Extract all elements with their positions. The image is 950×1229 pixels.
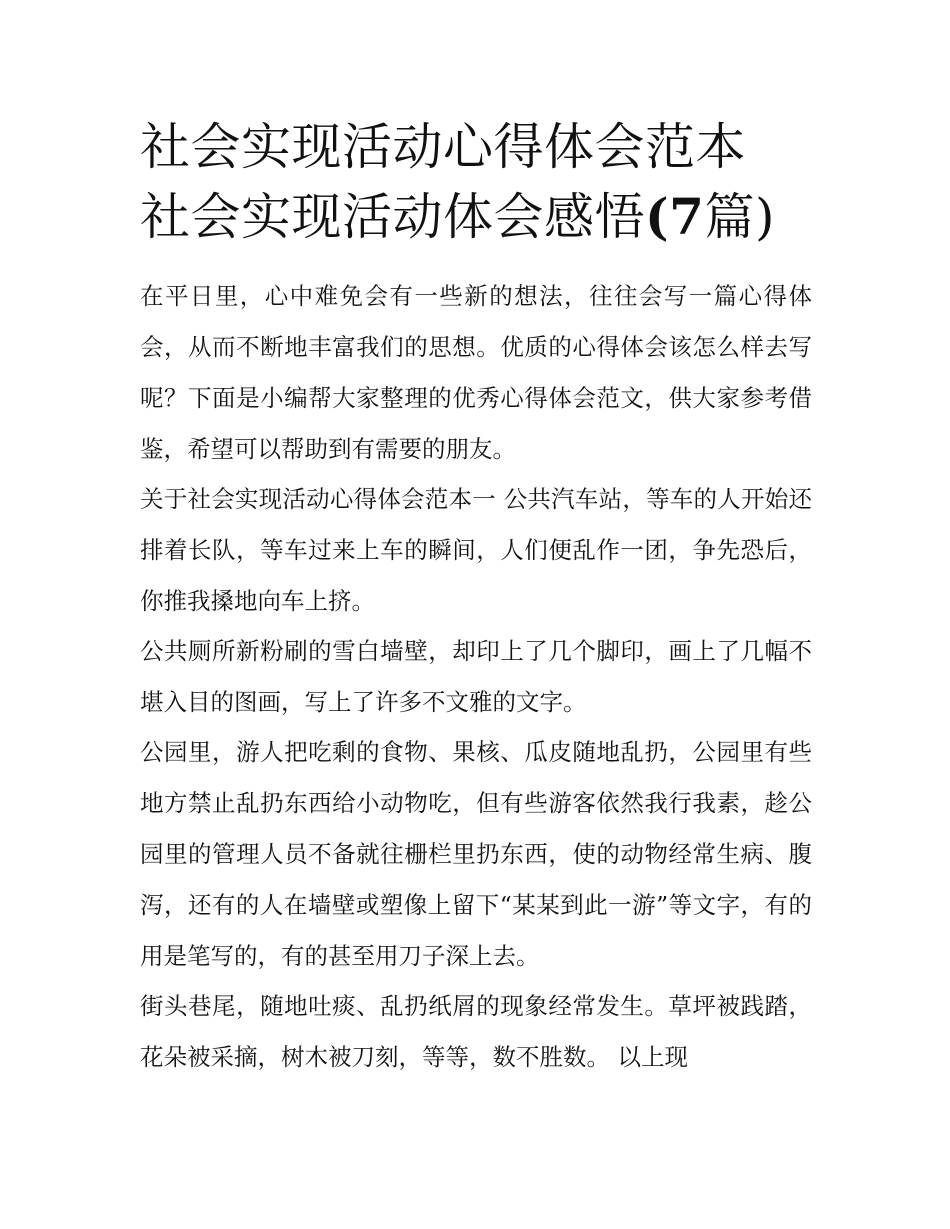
paragraph-intro: 在平日里，心中难免会有一些新的想法，往往会写一篇心得体会，从而不断地丰富我们的思想。优质的心得体会该怎么样去写呢？下面是小编帮大家整理的优秀心得体会范文，供大家参考借鉴，希望可以帮助到有需要的朋友。: [140, 282, 812, 463]
paragraph-restroom: 公共厕所新粉刷的雪白墙壁，却印上了几个脚印，画上了几幅不堪入目的图画，写上了许多不文雅的文字。: [140, 637, 812, 716]
document-body: [140, 271, 812, 1083]
document-title: 社会实现活动心得体会范本 社会实现活动体会感悟(7篇): [140, 118, 775, 246]
title-count: (7: [645, 187, 705, 246]
paragraph-bus-stop: 关于社会实现活动心得体会范本一 公共汽车站，等车的人开始还排着长队，等车过来上车的瞬间，人们便乱作一团，争先恐后，你推我搡地向车上挤。: [140, 485, 812, 615]
paragraph-park: 公园里，游人把吃剩的食物、果核、瓜皮随地乱扔，公园里有些地方禁止乱扔东西给小动物吃，但有些游客依然我行我素，趁公园里的管理人员不备就往栅栏里扔东西，使的动物经常生病、腹泻，还有的人在墙壁或塑像上留下“某某到此一游”等文字，有的用是笔写的，有的甚至用刀子深上去。: [140, 738, 812, 970]
paragraph-streets: 街头巷尾，随地吐痰、乱扔纸屑的现象经常发生。草坪被践踏，花朵被采摘，树木被刀刻，等等，数不胜数。 以上现: [140, 992, 812, 1071]
document-page: [140, 112, 812, 1082]
